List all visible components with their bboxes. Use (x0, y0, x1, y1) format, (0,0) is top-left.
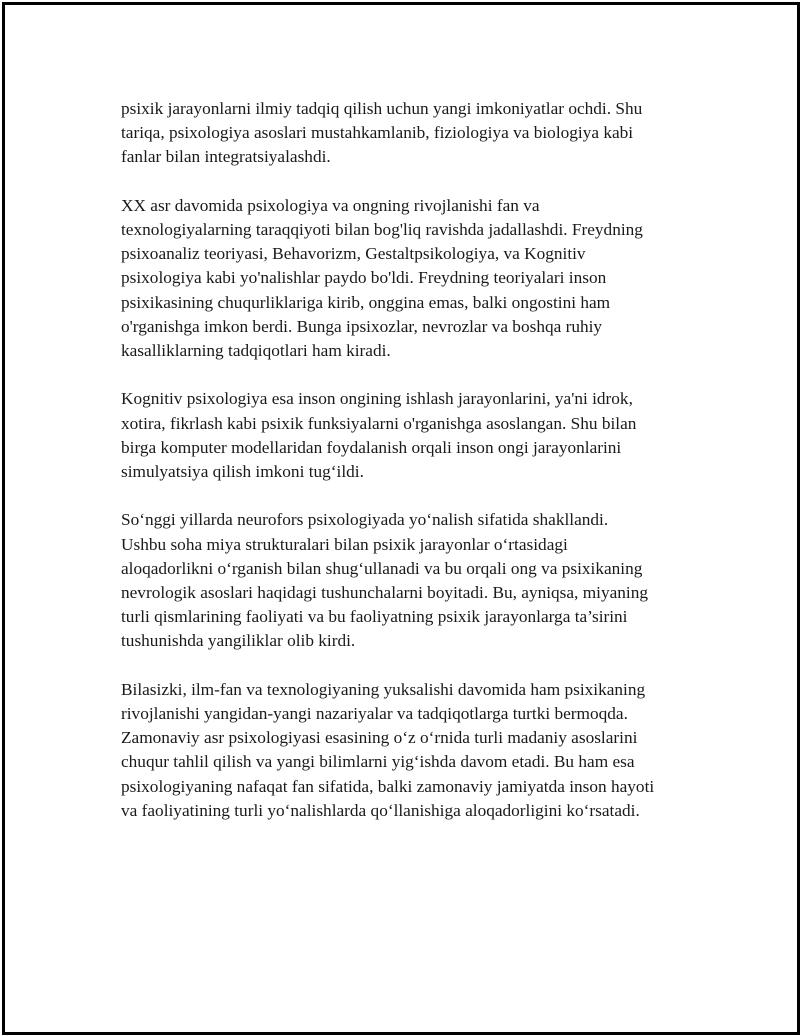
text-line: texnologiyalarning taraqqiyoti bilan bog'liq ravishda jadallashdi. Freydning (121, 220, 643, 239)
text-line: Zamonaviy asr psixologiyasi esasining o‘z o‘rnida turli madaniy asoslarini (121, 728, 638, 748)
text-line: fanlar bilan integratsiyalashdi. (121, 147, 331, 167)
text-line: rivojlanishi yangidan-yangi nazariyalar va tadqiqotlarga turtki bermoqda. (121, 704, 628, 724)
text-line: o'rganishga imkon berdi. Bunga ipsixozlar, nevrozlar va boshqa ruhiy (121, 316, 603, 336)
paragraph-1 (121, 97, 701, 170)
text-line: psixoanaliz teoriyasi, Behavorizm, Gestaltpsikologiya, va Kognitiv (121, 244, 586, 264)
text-line: aloqadorlikni o‘rganish bilan shug‘ullanadi va bu orqali ong va psixikaning (121, 558, 643, 578)
text-line: Bilasizki, ilm-fan va texnologiyaning yuksalishi davomida ham psixikaning (121, 679, 646, 699)
text-line: chuqur tahlil qilish va yangi bilimlarni yig‘ishda davom etadi. Bu ham esa (121, 752, 635, 772)
paragraph-5 (121, 678, 701, 823)
text-line: va faoliyatining turli yo‘nalishlarda qo‘llanishiga aloqadorligini ko‘rsatadi. (121, 800, 640, 820)
text-line: tushunishda yangiliklar olib kirdi. (121, 631, 356, 651)
text-line: simulyatsiya qilish imkoni tug‘ildi. (121, 462, 364, 482)
text-line: psixikasining chuqurliklariga kirib, onggina emas, balki ongostini ham (121, 292, 611, 312)
text-line: psixologiyaning nafaqat fan sifatida, balki zamonaviy jamiyatda inson hayoti (121, 776, 655, 796)
paragraph-2 (121, 194, 701, 363)
text-line: Kognitiv psixologiya esa inson ongining ishlash jarayonlarini, ya'ni idrok, (121, 389, 633, 409)
page-frame (2, 2, 800, 1035)
text-line: nevrologik asoslari haqidagi tushunchalarni boyitadi. Bu, ayniqsa, miyaning (121, 583, 648, 603)
paragraph-3 (121, 387, 701, 484)
text-line: psixik jarayonlarni ilmiy tadqiq qilish uchun yangi imkoniyatlar ochdi. Shu (121, 99, 643, 118)
document-body (121, 97, 701, 847)
text-line: XX asr davomida psixologiya va ongning rivojlanishi fan va (121, 195, 540, 215)
text-line: xotira, fikrlash kabi psixik funksiyalarni o'rganishga asoslangan. Shu bilan (121, 413, 637, 433)
text-line: turli qismlarining faoliyati va bu faoliyatning psixik jarayonlarga ta’sirini (121, 607, 628, 627)
text-line: Ushbu soha miya strukturalari bilan psixik jarayonlar o‘rtasidagi (121, 534, 568, 554)
text-line: tariqa, psixologiya asoslari mustahkamlanib, fiziologiya va biologiya kabi (121, 123, 634, 143)
text-line: psixologiya kabi yo'nalishlar paydo bo'ldi. Freydning teoriyalari inson (121, 268, 607, 288)
text-line: birga komputer modellaridan foydalanish orqali inson ongi jarayonlarini (121, 437, 622, 457)
text-line: kasalliklarning tadqiqotlari ham kiradi. (121, 341, 391, 361)
paragraph-4 (121, 508, 701, 653)
text-line: So‘nggi yillarda neurofors psixologiyada yo‘nalish sifatida shakllandi. (121, 510, 609, 530)
